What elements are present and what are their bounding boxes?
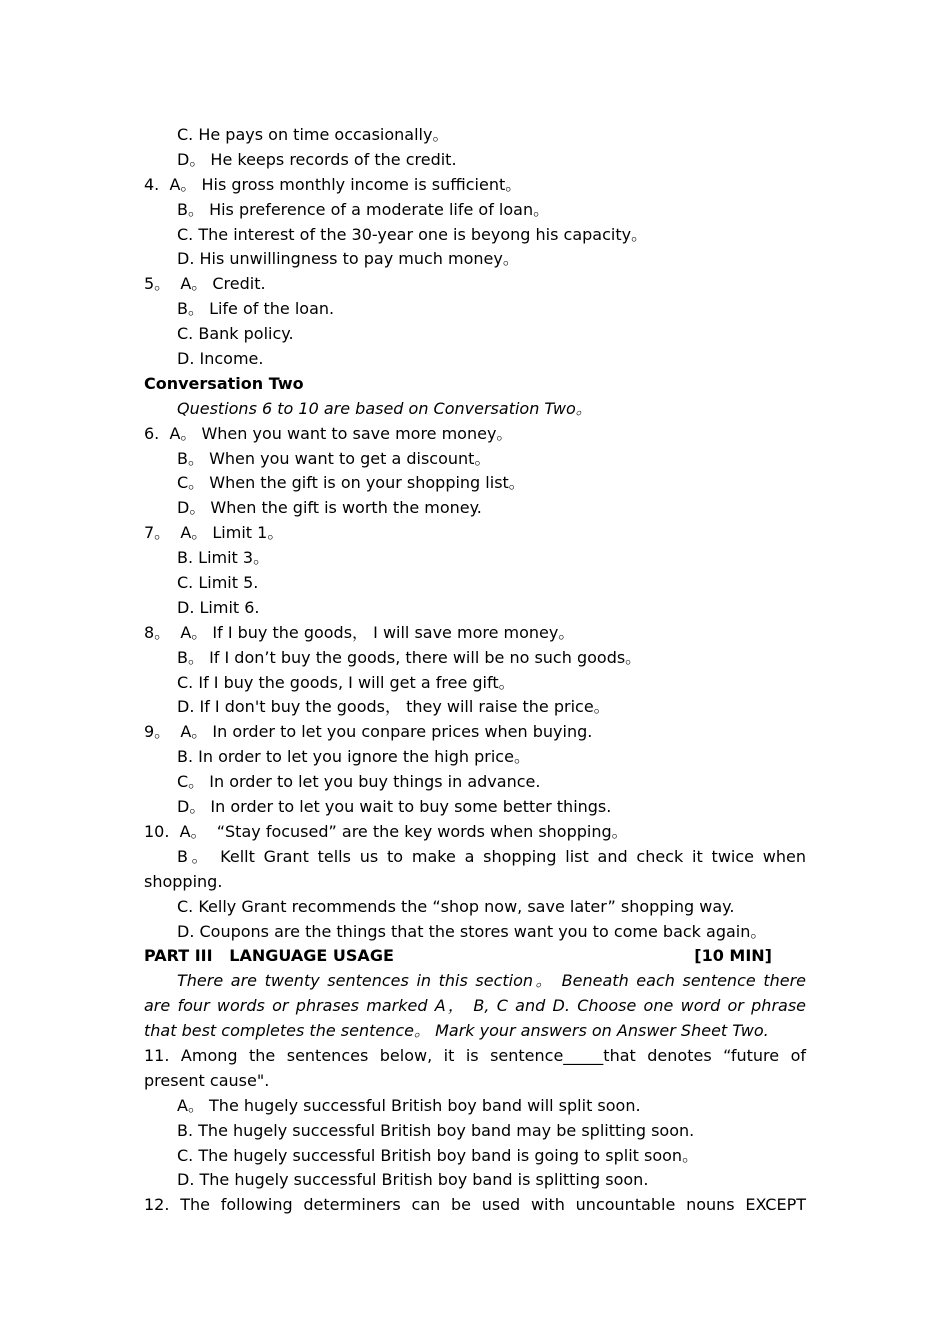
- text-line: B. In order to let you ignore the high price。: [177, 747, 530, 767]
- text-line: D. The hugely successful British boy band is splitting soon.: [177, 1170, 649, 1190]
- text-line: C. Limit 5.: [177, 573, 259, 593]
- text-line: C. If I buy the goods, I will get a free gift。: [177, 672, 515, 692]
- text-line: D. If I don't buy the goods， they will raise the price。: [177, 697, 610, 717]
- text-line: C。 In order to let you buy things in advance.: [177, 772, 541, 792]
- text-line: B。 If I don’t buy the goods, there will be no such goods。: [177, 647, 642, 667]
- text-line: B。 Kellt Grant tells us to make a shopping list and check it twice when: [177, 846, 806, 866]
- listening-questions: [144, 123, 806, 944]
- part3-title: PART III LANGUAGE USAGE: [144, 946, 394, 966]
- text-line: 10. A。 “Stay focused” are the key words when shopping。: [144, 821, 628, 841]
- text-line: B. The hugely successful British boy band may be splitting soon.: [177, 1120, 695, 1140]
- text-line: C。 When the gift is on your shopping list。: [177, 473, 525, 493]
- text-line: shopping.: [144, 871, 223, 891]
- text-line: 6. A。 When you want to save more money。: [144, 423, 513, 443]
- text-line: C. He pays on time occasionally。: [177, 125, 449, 144]
- text-line: Conversation Two: [144, 373, 304, 393]
- part3-time: [10 MIN]: [694, 946, 772, 966]
- text-line: B。 Life of the loan.: [177, 299, 335, 319]
- text-line: C. Kelly Grant recommends the “shop now, save later” shopping way.: [177, 896, 735, 916]
- text-line: 5。 A。 Credit.: [144, 274, 266, 294]
- document-page: [144, 123, 806, 1218]
- text-line: C. The hugely successful British boy band is going to split soon。: [177, 1145, 699, 1165]
- text-line: D. Income.: [177, 349, 264, 369]
- part3-instruction-line: that best completes the sentence。 Mark your answers on Answer Sheet Two.: [144, 1021, 769, 1041]
- language-usage-questions: [144, 1044, 806, 1218]
- text-line: 4. A。 His gross monthly income is sufficient。: [144, 174, 522, 194]
- part3-instruction-line: are four words or phrases marked A， B, C and D. Choose one word or phrase: [144, 996, 806, 1016]
- text-line: B。 His preference of a moderate life of loan。: [177, 199, 550, 219]
- text-line: 9。 A。 In order to let you conpare prices when buying.: [144, 722, 593, 742]
- text-line: D。 In order to let you wait to buy some better things.: [177, 797, 612, 817]
- text-line: C. Bank policy.: [177, 324, 294, 344]
- text-line: 12. The following determiners can be used with uncountable nouns EXCEPT: [144, 1195, 806, 1215]
- text-line: D。 When the gift is worth the money.: [177, 498, 482, 518]
- text-line: 7。 A。 Limit 1。: [144, 523, 284, 543]
- text-line: 11. Among the sentences below, it is sentence_____that denotes “future of: [144, 1045, 806, 1065]
- text-line: B。 When you want to get a discount。: [177, 448, 491, 468]
- text-line: D. His unwillingness to pay much money。: [177, 249, 519, 269]
- text-line: Questions 6 to 10 are based on Conversation Two。: [177, 398, 592, 418]
- text-line: A。 The hugely successful British boy band will split soon.: [177, 1095, 641, 1115]
- text-line: C. The interest of the 30-year one is beyong his capacity。: [177, 224, 648, 244]
- part3-heading: [144, 944, 806, 969]
- part3-instruction-line: There are twenty sentences in this section。 Beneath each sentence there: [177, 971, 806, 991]
- text-line: D. Coupons are the things that the stores want you to come back again。: [177, 921, 767, 941]
- text-line: D。 He keeps records of the credit.: [177, 149, 457, 169]
- text-line: B. Limit 3。: [177, 548, 270, 568]
- text-line: present cause".: [144, 1070, 270, 1090]
- text-line: 8。 A。 If I buy the goods， I will save more money。: [144, 622, 575, 642]
- text-line: D. Limit 6.: [177, 597, 260, 617]
